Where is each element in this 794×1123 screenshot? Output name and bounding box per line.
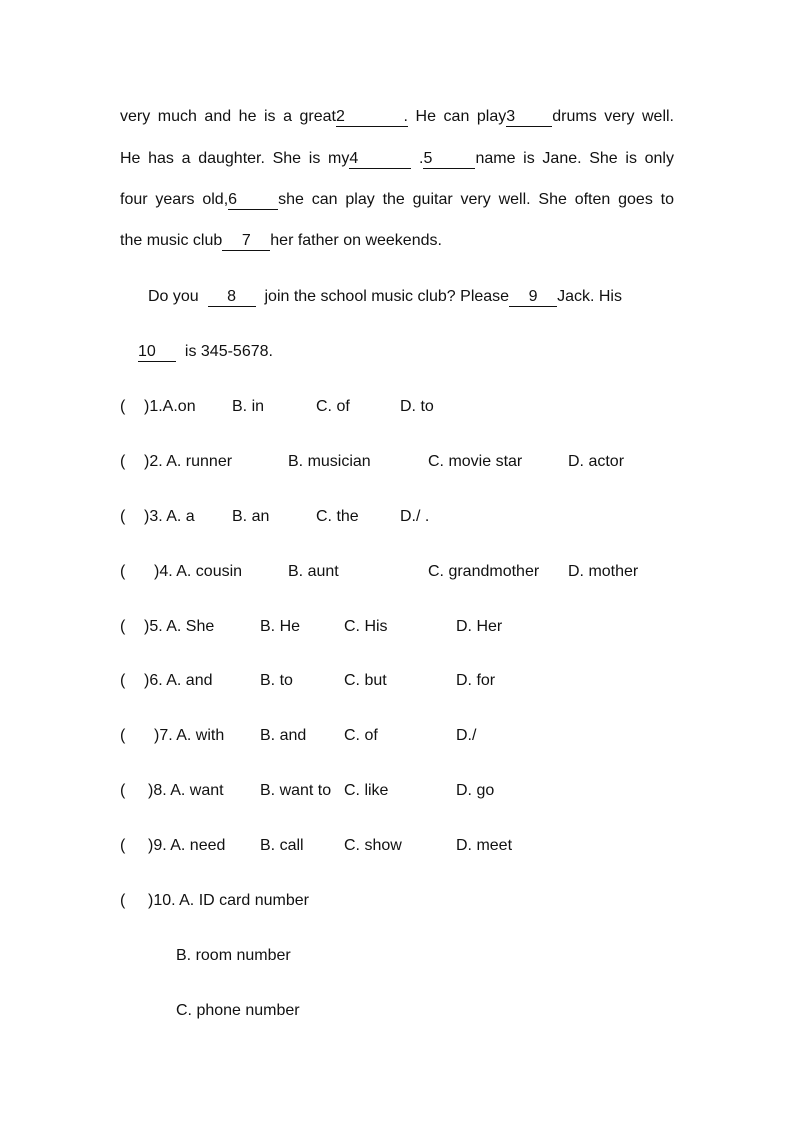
passage-line-1 bbox=[120, 107, 674, 127]
passage-text: . bbox=[419, 150, 424, 167]
option-c: C. but bbox=[344, 672, 387, 689]
answer-blank: 2 . bbox=[336, 108, 408, 125]
option-a: )10. A. ID card number bbox=[148, 892, 309, 909]
option-d: D. to bbox=[400, 398, 434, 415]
answer-blank: 9 bbox=[509, 288, 557, 307]
passage-text: the music club bbox=[120, 232, 223, 249]
passage-line-5 bbox=[148, 287, 622, 307]
passage-text: He has a daughter. She is my bbox=[120, 150, 350, 167]
option-a: )7. A. with bbox=[154, 727, 225, 744]
answer-blank: 8 bbox=[208, 288, 256, 307]
passage-text: is 345-5678. bbox=[184, 343, 273, 360]
answer-paren: ( bbox=[120, 672, 126, 689]
passage-text: Jack. His bbox=[557, 288, 622, 305]
option-b: B. an bbox=[232, 508, 270, 525]
option-a: )3. A. a bbox=[144, 508, 195, 525]
passage-text: drums very well. bbox=[552, 108, 674, 125]
option-c: C. of bbox=[316, 398, 350, 415]
option-d: D./ bbox=[456, 727, 477, 744]
answer-blank: 5 bbox=[423, 150, 475, 169]
option-a: )2. A. runner bbox=[144, 453, 233, 470]
option-b: B. room number bbox=[176, 947, 291, 964]
answer-paren: ( bbox=[120, 782, 126, 799]
option-b: B. musician bbox=[288, 453, 371, 470]
passage-line-3 bbox=[120, 190, 674, 210]
option-a: )8. A. want bbox=[148, 782, 224, 799]
answer-paren: ( bbox=[120, 453, 126, 470]
option-d: D. mother bbox=[568, 563, 639, 580]
answer-paren: ( bbox=[120, 727, 126, 744]
option-d: D. go bbox=[456, 782, 495, 799]
answer-paren: ( bbox=[120, 398, 126, 415]
option-c: C. grandmother bbox=[428, 563, 540, 580]
passage-text: four years old, bbox=[120, 191, 229, 208]
option-c: C. phone number bbox=[176, 1002, 300, 1019]
answer-paren: ( bbox=[120, 837, 126, 854]
option-b: B. and bbox=[260, 727, 307, 744]
passage-text: she can play the guitar very well. She often goes to bbox=[278, 191, 674, 208]
option-c: C. the bbox=[316, 508, 359, 525]
option-d: D. Her bbox=[456, 618, 503, 635]
option-c: C. show bbox=[344, 837, 402, 854]
answer-blank: 10 bbox=[138, 343, 176, 362]
answer-paren: ( bbox=[120, 563, 126, 580]
option-a: )6. A. and bbox=[144, 672, 213, 689]
passage-text: Do you bbox=[148, 288, 199, 305]
answer-paren: ( bbox=[120, 618, 126, 635]
option-a: )4. A. cousin bbox=[154, 563, 243, 580]
option-b: B. He bbox=[260, 618, 301, 635]
answer-paren: ( bbox=[120, 892, 126, 909]
option-a: )9. A. need bbox=[148, 837, 226, 854]
option-c: C. movie star bbox=[428, 453, 523, 470]
passage-line-2 bbox=[120, 149, 674, 169]
option-d: D. meet bbox=[456, 837, 513, 854]
answer-blank: 4 bbox=[349, 150, 411, 169]
passage-text: name is Jane. She is only bbox=[475, 150, 674, 167]
passage-text: He can play bbox=[415, 108, 507, 125]
option-d: D./ . bbox=[400, 508, 430, 525]
option-c: C. of bbox=[344, 727, 378, 744]
answer-blank: 3 bbox=[506, 108, 552, 127]
passage-text: very much and he is a great bbox=[120, 108, 336, 125]
passage-line-4 bbox=[120, 231, 442, 251]
option-b: B. to bbox=[260, 672, 293, 689]
answer-blank: 7 bbox=[222, 232, 270, 251]
option-a: )1.A.on bbox=[144, 398, 196, 415]
option-c: C. His bbox=[344, 618, 388, 635]
passage-line-6 bbox=[138, 342, 273, 362]
option-a: )5. A. She bbox=[144, 618, 215, 635]
option-b: B. call bbox=[260, 837, 304, 854]
option-c: C. like bbox=[344, 782, 389, 799]
option-d: D. actor bbox=[568, 453, 625, 470]
passage-text: join the school music club? Please bbox=[264, 288, 510, 305]
option-d: D. for bbox=[456, 672, 496, 689]
answer-blank: 6 bbox=[228, 191, 278, 210]
passage-text: her father on weekends. bbox=[270, 232, 442, 249]
option-b: B. in bbox=[232, 398, 265, 415]
option-b: B. aunt bbox=[288, 563, 339, 580]
answer-paren: ( bbox=[120, 508, 126, 525]
option-b: B. want to bbox=[260, 782, 332, 799]
